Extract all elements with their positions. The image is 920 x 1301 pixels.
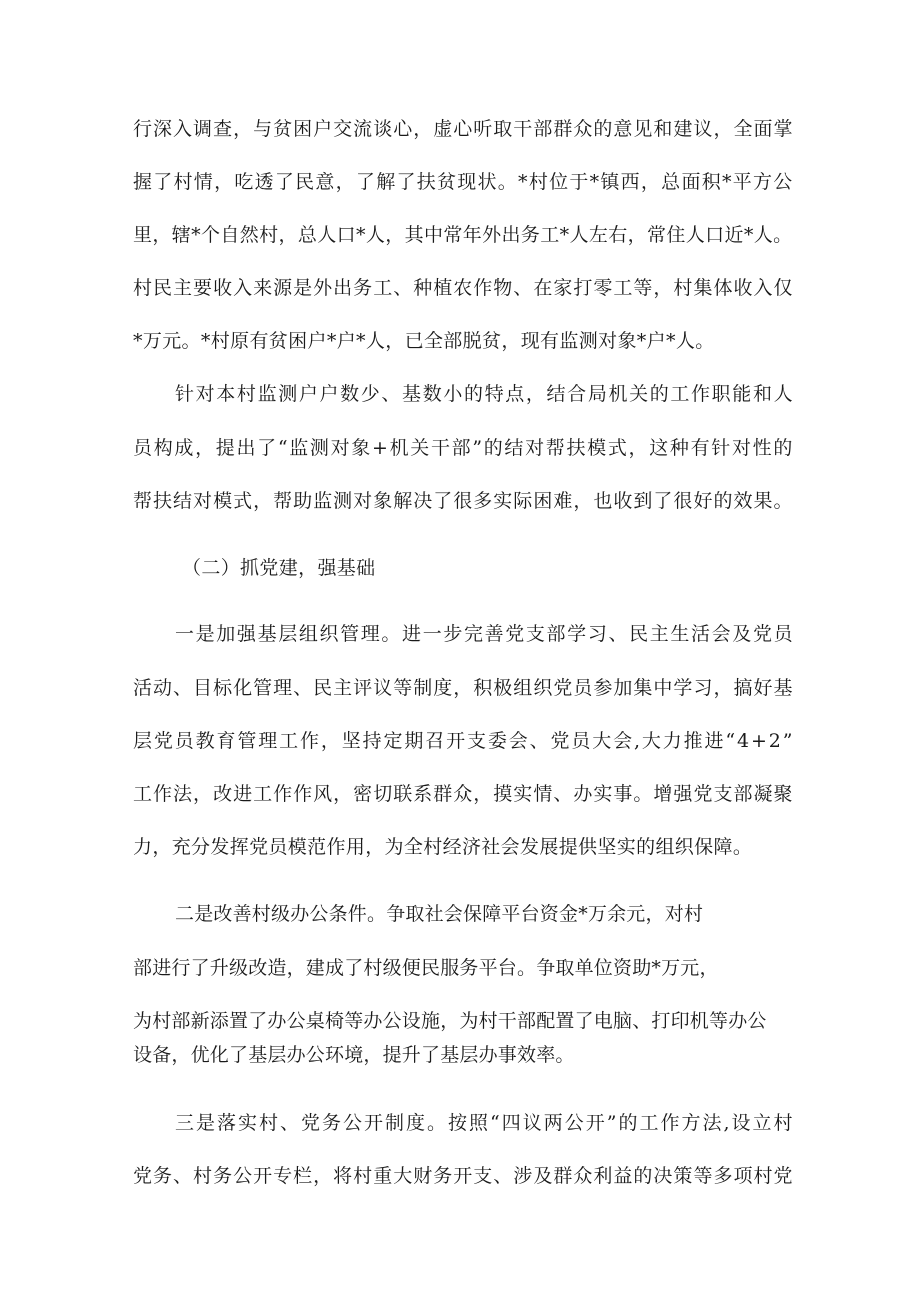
model-para-line-3: 帮 扶 结 对 模 式 ， 帮 助 监 测 对 象 解 决 了 很 多 实 际 困 难 ， 也 收 到 了 很 好 的 效 果 。 [133,490,793,512]
intro-line-3: 里 ， 辖 * 个 自 然 村 ， 总 人 口 * 人 ， 其 中 常 年 外 出 务 工 * 人 左 右 ， 常 住 人 口 近 * 人 。 [133,224,793,246]
point1-line-5: 力，充分发挥党员模范作用，为全村经济社会发展提供坚实的组织保障。 [133,836,753,858]
point2-line-2: 部进行了升级改造，建成了村级便民服务平台。争取单位资助*万元， [133,957,719,979]
intro-line-2: 握 了 村 情 ， 吃 透 了 民 意 ， 了 解 了 扶 贫 现 状 。 * 村 位 于 * 镇 西 ， 总 面 积 * 平 方 公 [133,171,793,193]
intro-line-1: 行 深 入 调 查 ， 与 贫 困 户 交 流 谈 心 ， 虚 心 听 取 干 部 群 众 的 意 见 和 建 议 ， 全 面 掌 [133,118,793,140]
point3-line-2: 党 务 、 村 务 公 开 专 栏 ， 将 村 重 大 财 务 开 支 、 涉 及 群 众 利 益 的 决 策 等 多 项 村 党 [133,1165,793,1187]
point1-line-4: 工 作 法 ， 改 进 工 作 作 风 ， 密 切 联 系 群 众 ， 摸 实 情 、 办 实 事 。 增 强 党 支 部 凝 聚 [133,783,793,805]
point1-line-3: 层 党 员 教 育 管 理 工 作 ， 坚 持 定 期 召 开 支 委 会 、 党 员 大 会 , 大 力 推 进 “ 4 + 2 ” [133,730,793,752]
point3-line-1: 三 是 落 实 村 、 党 务 公 开 制 度 。 按 照 “ 四 议 两 公 开 ” 的 工 作 方 法 , 设 立 村 [175,1112,793,1134]
section-heading: （二）抓党建，强基础 [182,557,376,579]
point1-line-2: 活 动 、 目 标 化 管 理 、 民 主 评 议 等 制 度 ， 积 极 组 织 党 员 参 加 集 中 学 习 ， 搞 好 基 [133,677,793,699]
intro-line-5: *万元。*村原有贫困户*户*人，已全部脱贫，现有监测对象*户*人。 [133,330,715,352]
model-para-line-1: 针 对 本 村 监 测 户 户 数 少 、 基 数 小 的 特 点 ， 结 合 局 机 关 的 工 作 职 能 和 人 [175,383,793,405]
intro-line-4: 村 民 主 要 收 入 来 源 是 外 出 务 工 、 种 植 农 作 物 、 在 家 打 零 工 等 ， 村 集 体 收 入 仅 [133,277,793,299]
point2-line-1: 二是改善村级办公条件。争取社会保障平台资金*万余元，对村 [175,903,704,925]
model-para-line-2: 员 构 成 ， 提 出 了 “ 监 测 对 象 + 机 关 干 部 ” 的 结 对 帮 扶 模 式 ， 这 种 有 针 对 性 的 [133,437,793,459]
point1-line-1: 一 是 加 强 基 层 组 织 管 理 。 进 一 步 完 善 党 支 部 学 习 、 民 主 生 活 会 及 党 员 [175,623,793,645]
point2-line-4: 设备，优化了基层办公环境，提升了基层办事效率。 [133,1044,575,1066]
point2-line-3: 为村部新添置了办公桌椅等办公设施，为村干部配置了电脑、打印机等办公 [133,1010,767,1032]
